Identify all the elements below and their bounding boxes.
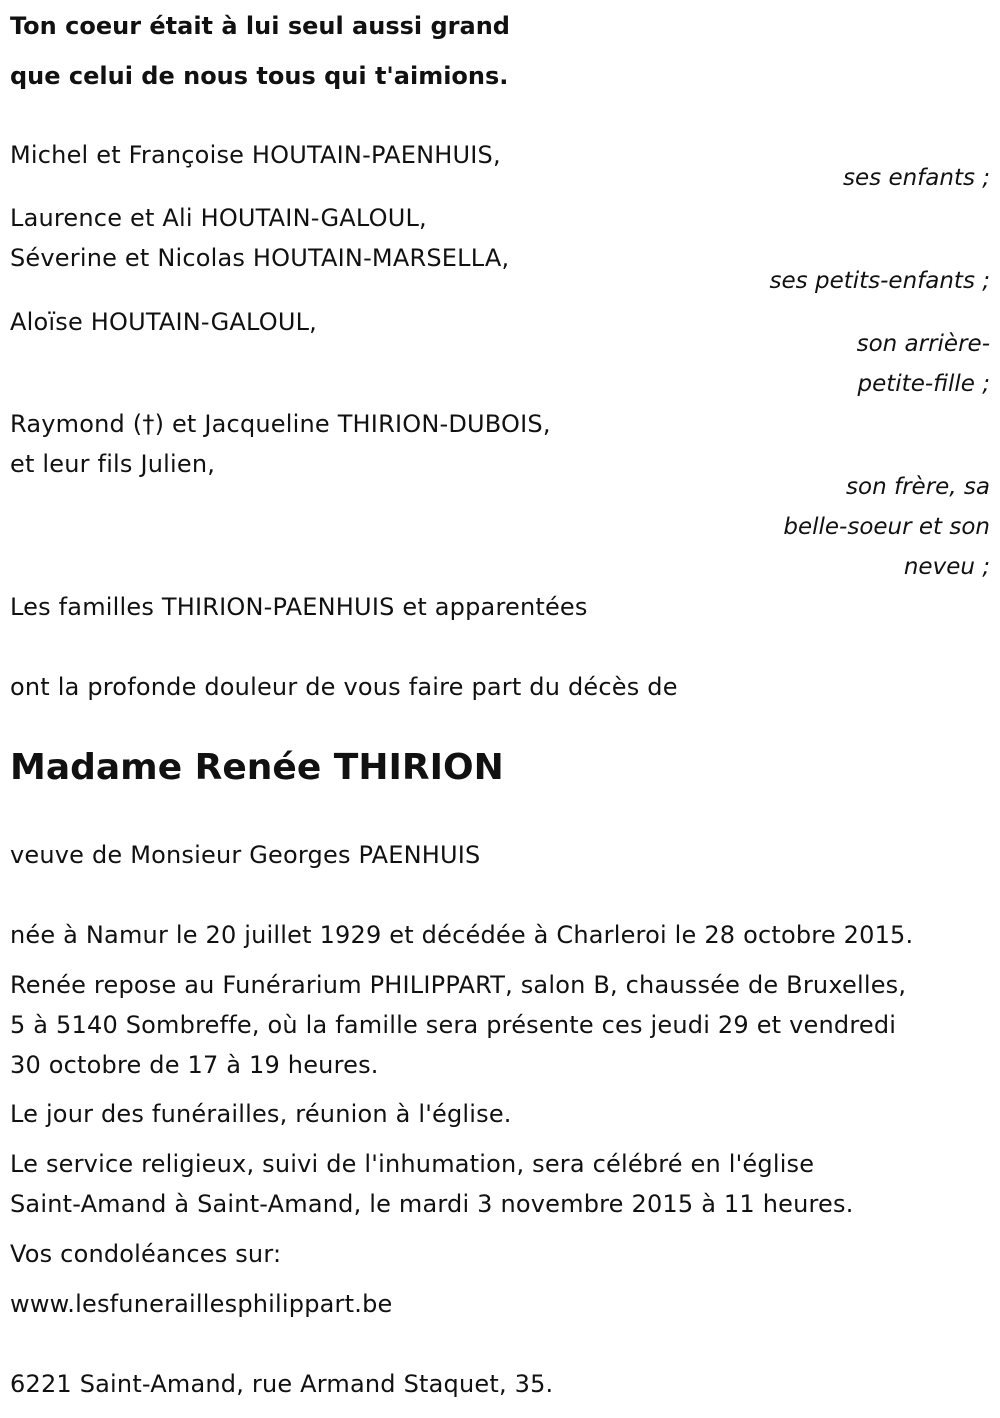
rest-line-1: Renée repose au Funérarium PHILIPPART, salon B, chaussée de Bruxelles, <box>10 971 907 999</box>
rest-line-3: 30 octobre de 17 à 19 heures. <box>10 1051 379 1079</box>
epigraph-line-1: Ton coeur était à lui seul aussi grand <box>10 12 510 40</box>
epigraph-line-2: que celui de nous tous qui t'aimions. <box>10 62 509 90</box>
greatgrandchild-role-1: son arrière- <box>856 331 990 357</box>
deceased-name: Madame Renée THIRION <box>10 747 504 788</box>
brother-role-1: son frère, sa <box>846 474 990 500</box>
funeral-day: Le jour des funérailles, réunion à l'église. <box>10 1100 512 1128</box>
greatgrandchild-role-2: petite-fille ; <box>857 371 990 397</box>
brother-role-2: belle-soeur et son <box>783 514 990 540</box>
address: 6221 Saint-Amand, rue Armand Staquet, 35. <box>10 1370 554 1398</box>
brother-line-1 <box>10 412 551 436</box>
grandchildren-name-2: Séverine et Nicolas HOUTAIN-MARSELLA, <box>10 244 510 272</box>
announcement: ont la profonde douleur de vous faire part du décès de <box>10 673 678 701</box>
grandchildren-name-1: Laurence et Ali HOUTAIN-GALOUL, <box>10 204 427 232</box>
children-names: Michel et Françoise HOUTAIN-PAENHUIS, <box>10 141 501 169</box>
brother-line-2: et leur fils Julien, <box>10 450 216 478</box>
service-line-1: Le service religieux, suivi de l'inhumation, sera célébré en l'église <box>10 1150 815 1178</box>
birth-death: née à Namur le 20 juillet 1929 et décédée à Charleroi le 28 octobre 2015. <box>10 921 914 949</box>
rest-line-2: 5 à 5140 Sombreffe, où la famille sera présente ces jeudi 29 et vendredi <box>10 1011 897 1039</box>
greatgrandchild-name: Aloïse HOUTAIN-GALOUL, <box>10 308 318 336</box>
brother-role-3: neveu ; <box>903 554 990 580</box>
brother-rest: ) et Jacqueline THIRION-DUBOIS, <box>154 410 551 438</box>
children-role: ses enfants ; <box>843 165 990 191</box>
widow-of: veuve de Monsieur Georges PAENHUIS <box>10 841 481 869</box>
related-families: Les familles THIRION-PAENHUIS et apparentées <box>10 593 588 621</box>
condolences-url[interactable]: www.lesfuneraillesphilippart.be <box>10 1290 393 1318</box>
cross-icon: † <box>142 410 155 438</box>
service-line-2: Saint-Amand à Saint-Amand, le mardi 3 novembre 2015 à 11 heures. <box>10 1190 854 1218</box>
grandchildren-role: ses petits-enfants ; <box>769 268 990 294</box>
brother-first: Raymond ( <box>10 410 143 438</box>
condolences-label: Vos condoléances sur: <box>10 1240 282 1268</box>
